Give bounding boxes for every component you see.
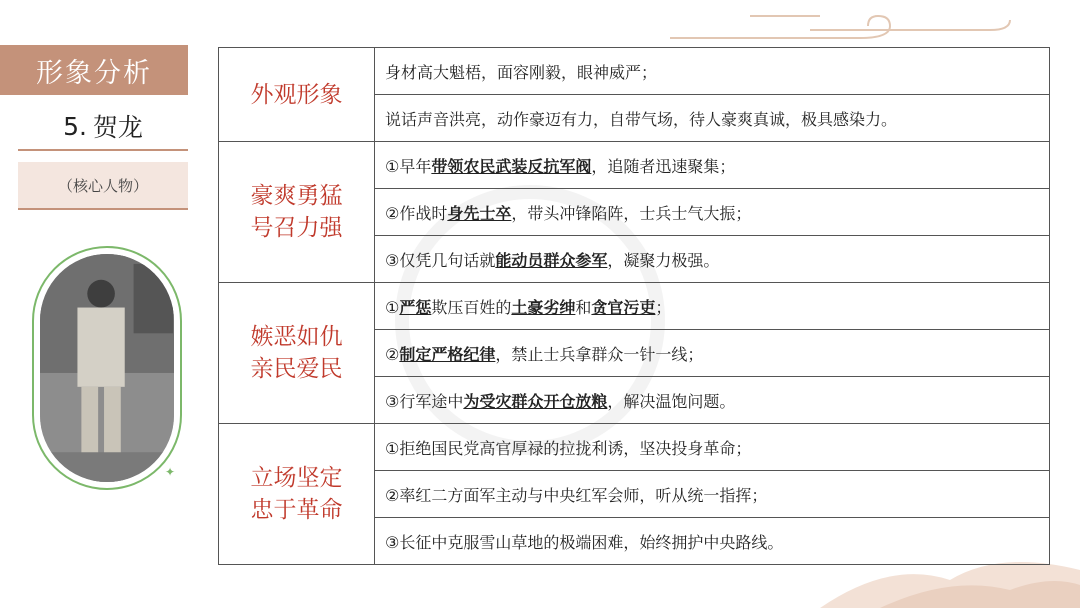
key-phrase: 土豪劣绅 <box>511 297 576 317</box>
table-cell <box>375 424 1050 471</box>
cell-text: ，禁止士兵拿群众一针一线； <box>495 344 704 364</box>
table-cell <box>375 283 1050 330</box>
category-label: 豪爽勇猛 号召力强 <box>219 142 375 283</box>
cell-text: ② <box>385 344 400 364</box>
cell-text: ① <box>385 297 400 317</box>
cell-text: 说话声音洪亮，动作豪迈有力，自带气场，待人豪爽真诚，极具感染力。 <box>385 109 898 129</box>
cell-text: ②作战时 <box>385 203 448 223</box>
key-phrase: 为受灾群众开仓放粮 <box>463 391 608 411</box>
cell-text: ③仅凭几句话就 <box>385 250 496 270</box>
cell-text: 欺压百姓的 <box>431 297 512 317</box>
category-label: 嫉恶如仇 亲民爱民 <box>219 283 375 424</box>
key-phrase: 身先士卒 <box>447 203 512 223</box>
cell-text: 身材高大魁梧，面容刚毅，眼神威严； <box>385 62 658 82</box>
table-cell <box>375 330 1050 377</box>
table-row <box>219 424 1050 471</box>
category-label: 外观形象 <box>219 48 375 142</box>
table-row <box>219 48 1050 95</box>
sparkle-icon: ✦ <box>165 465 176 479</box>
table-cell <box>375 377 1050 424</box>
key-phrase: 制定严格纪律 <box>399 344 496 364</box>
cell-text: ，凝聚力极强。 <box>607 250 720 270</box>
cloud-decoration <box>660 8 1080 48</box>
key-phrase: 带领农民武装反抗军阀 <box>431 156 592 176</box>
cell-text: ； <box>655 297 672 317</box>
role-label: （核心人物） <box>18 162 188 210</box>
table-cell <box>375 236 1050 283</box>
cell-text: 和 <box>575 297 592 317</box>
table-cell <box>375 95 1050 142</box>
cell-text: ③长征中克服雪山草地的极端困难，始终拥护中央路线。 <box>385 532 784 552</box>
key-phrase: 严惩 <box>399 297 432 317</box>
table-row <box>219 283 1050 330</box>
table-cell <box>375 142 1050 189</box>
category-label: 立场坚定 忠于革命 <box>219 424 375 565</box>
key-phrase: 贪官污吏 <box>591 297 656 317</box>
section-title: 形象分析 <box>0 45 188 95</box>
portrait-photo <box>40 254 174 482</box>
table-row <box>219 142 1050 189</box>
cell-text: ②率红二方面军主动与中央红军会师，听从统一指挥； <box>385 485 768 505</box>
table-cell <box>375 471 1050 518</box>
name-text: 贺龙 <box>92 113 143 142</box>
cell-text: ③行军途中 <box>385 391 464 411</box>
key-phrase: 能动员群众参军 <box>495 250 608 270</box>
table-cell <box>375 48 1050 95</box>
cell-text: ，带头冲锋陷阵，士兵士气大振； <box>511 203 752 223</box>
portrait-frame <box>32 246 182 490</box>
cell-text: ，解决温饱问题。 <box>607 391 736 411</box>
person-name <box>18 103 188 151</box>
cell-text: ①早年 <box>385 156 432 176</box>
table-cell <box>375 189 1050 236</box>
analysis-table <box>218 47 1050 565</box>
cell-text: ①拒绝国民党高官厚禄的拉拢利诱，坚决投身革命； <box>385 438 752 458</box>
cell-text: ，追随者迅速聚集； <box>591 156 736 176</box>
name-number: 5. <box>63 111 87 141</box>
table-cell <box>375 518 1050 565</box>
